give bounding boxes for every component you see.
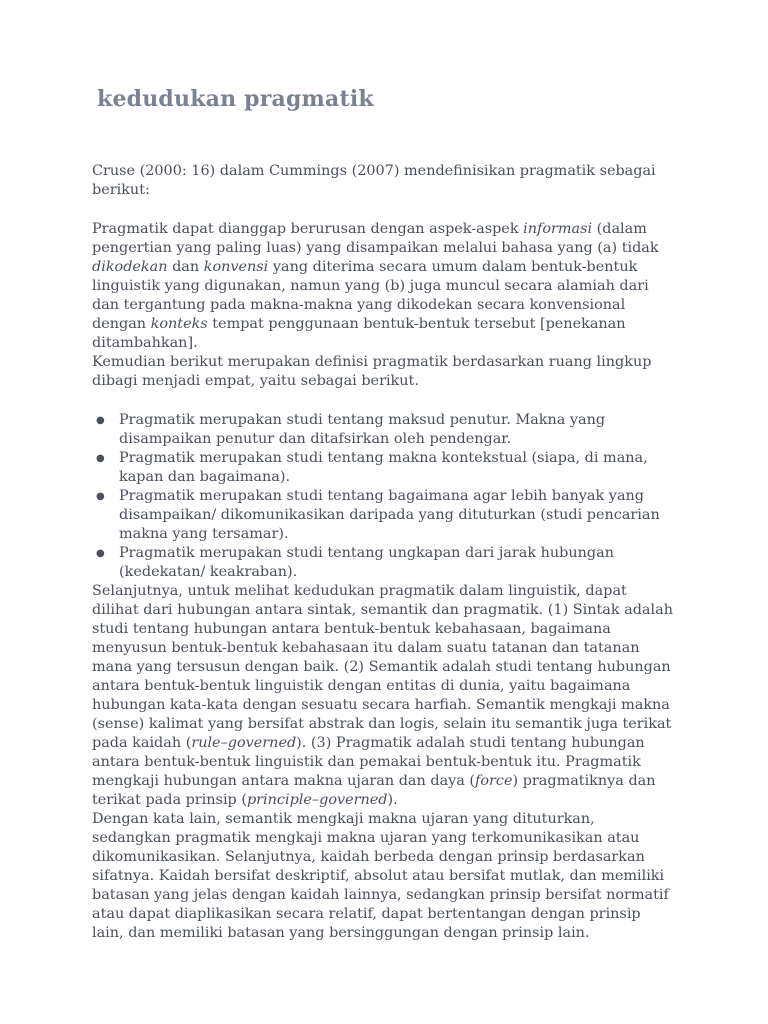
list-item-text: Pragmatik merupakan studi tentang bagaimana agar lebih banyak yang disampaikan/ dikomunikasikan daripada yang dituturkan (studi pencarian makna yang tersamar). xyxy=(119,488,660,542)
relation-emphasis: principle–governed xyxy=(246,792,388,808)
definition-text: tempat penggunaan bentuk-bentuk tersebut [penekanan ditambahkan]. xyxy=(92,316,626,351)
bullet-icon: ● xyxy=(96,453,105,464)
bullet-icon: ● xyxy=(96,415,105,426)
list-item xyxy=(92,449,676,487)
definition-text: Pragmatik dapat dianggap berurusan dengan aspek-aspek xyxy=(92,221,524,237)
list-item xyxy=(92,487,676,544)
definition-emphasis: konteks xyxy=(150,316,208,332)
definition-emphasis: informasi xyxy=(523,221,593,237)
definition-emphasis: dikodekan xyxy=(92,259,168,275)
list-item-text: Pragmatik merupakan studi tentang makna kontekstual (siapa, di mana, kapan dan bagaimana). xyxy=(119,450,648,485)
list-item xyxy=(92,411,676,449)
list-item-text: Pragmatik merupakan studi tentang maksud penutur. Makna yang disampaikan penutur dan ditafsirkan oleh pendengar. xyxy=(119,412,606,447)
intro-paragraph: Cruse (2000: 16) dalam Cummings (2007) mendefinisikan pragmatik sebagai berikut: xyxy=(92,163,656,198)
scope-list xyxy=(92,411,676,582)
relation-text: Selanjutnya, untuk melihat kedudukan pragmatik dalam linguistik, dapat dilihat dari hubungan antara sintak, semantik dan pragmatik. (1) Sintak adalah studi tentang hubungan antara bentuk-bentuk kebahasaan, bagaimana menyusun bentuk-bentuk kebahasaan itu dalam suatu tatanan dan tatanan mana yang tersusun dengan baik. (2) Semantik adalah studi tentang hubungan antara bentuk-bentuk linguistik dengan entitas di dunia, yaitu bagaimana hubungan kata-kata dengan sesuatu secara harfiah. Semantik mengkaji makna (sense) kalimat yang bersifat abstrak dan logis, selain itu semantik juga terikat pada kaidah ( xyxy=(92,583,673,751)
definition-text: (dalam pengertian yang paling luas) yang disampaikan melalui bahasa yang (a) tidak xyxy=(92,221,659,256)
definition-text: yang diterima secara umum dalam bentuk-bentuk linguistik yang digunakan, namun yang (b) juga muncul secara alamiah dari dan tergantung pada makna-makna yang dikodekan secara konvensional dengan xyxy=(92,259,649,332)
comparison-paragraph: Dengan kata lain, semantik mengkaji makna ujaran yang dituturkan, sedangkan pragmatik mengkaji makna ujaran yang terkomunikasikan atau dikomunikasikan. Selanjutnya, kaidah berbeda dengan prinsip berdasarkan sifatnya. Kaidah bersifat deskriptif, absolut atau bersifat mutlak, dan memiliki batasan yang jelas dengan kaidah lainnya, sedangkan prinsip bersifat normatif atau dapat diaplikasikan secara relatif, dapat bertentangan dengan prinsip lain, dan memiliki batasan yang bersinggungan dengan prinsip lain. xyxy=(92,811,669,941)
bullet-icon: ● xyxy=(96,548,105,559)
relation-text: ). xyxy=(387,792,398,808)
relation-emphasis: rule–governed xyxy=(191,735,297,751)
list-item-text: Pragmatik merupakan studi tentang ungkapan dari jarak hubungan (kedekatan/ keakraban). xyxy=(119,545,614,580)
document-body xyxy=(92,162,676,943)
relation-emphasis: force xyxy=(475,773,513,789)
definition-text: dan xyxy=(167,259,204,275)
relation-text: ). (3) Pragmatik adalah studi tentang hubungan antara bentuk-bentuk linguistik dan pemakai bentuk-bentuk itu. Pragmatik mengkaji hubungan antara makna ujaran dan daya ( xyxy=(92,735,645,789)
scope-intro-paragraph: Kemudian berikut merupakan definisi pragmatik berdasarkan ruang lingkup dibagi menjadi empat, yaitu sebagai berikut. xyxy=(92,354,652,389)
page-title: kedudukan pragmatik xyxy=(97,86,374,112)
definition-paragraph xyxy=(92,220,676,353)
bullet-icon: ● xyxy=(96,491,105,502)
list-item xyxy=(92,544,676,582)
relation-text: ) pragmatiknya dan terikat pada prinsip ( xyxy=(92,773,656,808)
definition-emphasis: konvensi xyxy=(203,259,269,275)
relation-paragraph xyxy=(92,582,676,810)
